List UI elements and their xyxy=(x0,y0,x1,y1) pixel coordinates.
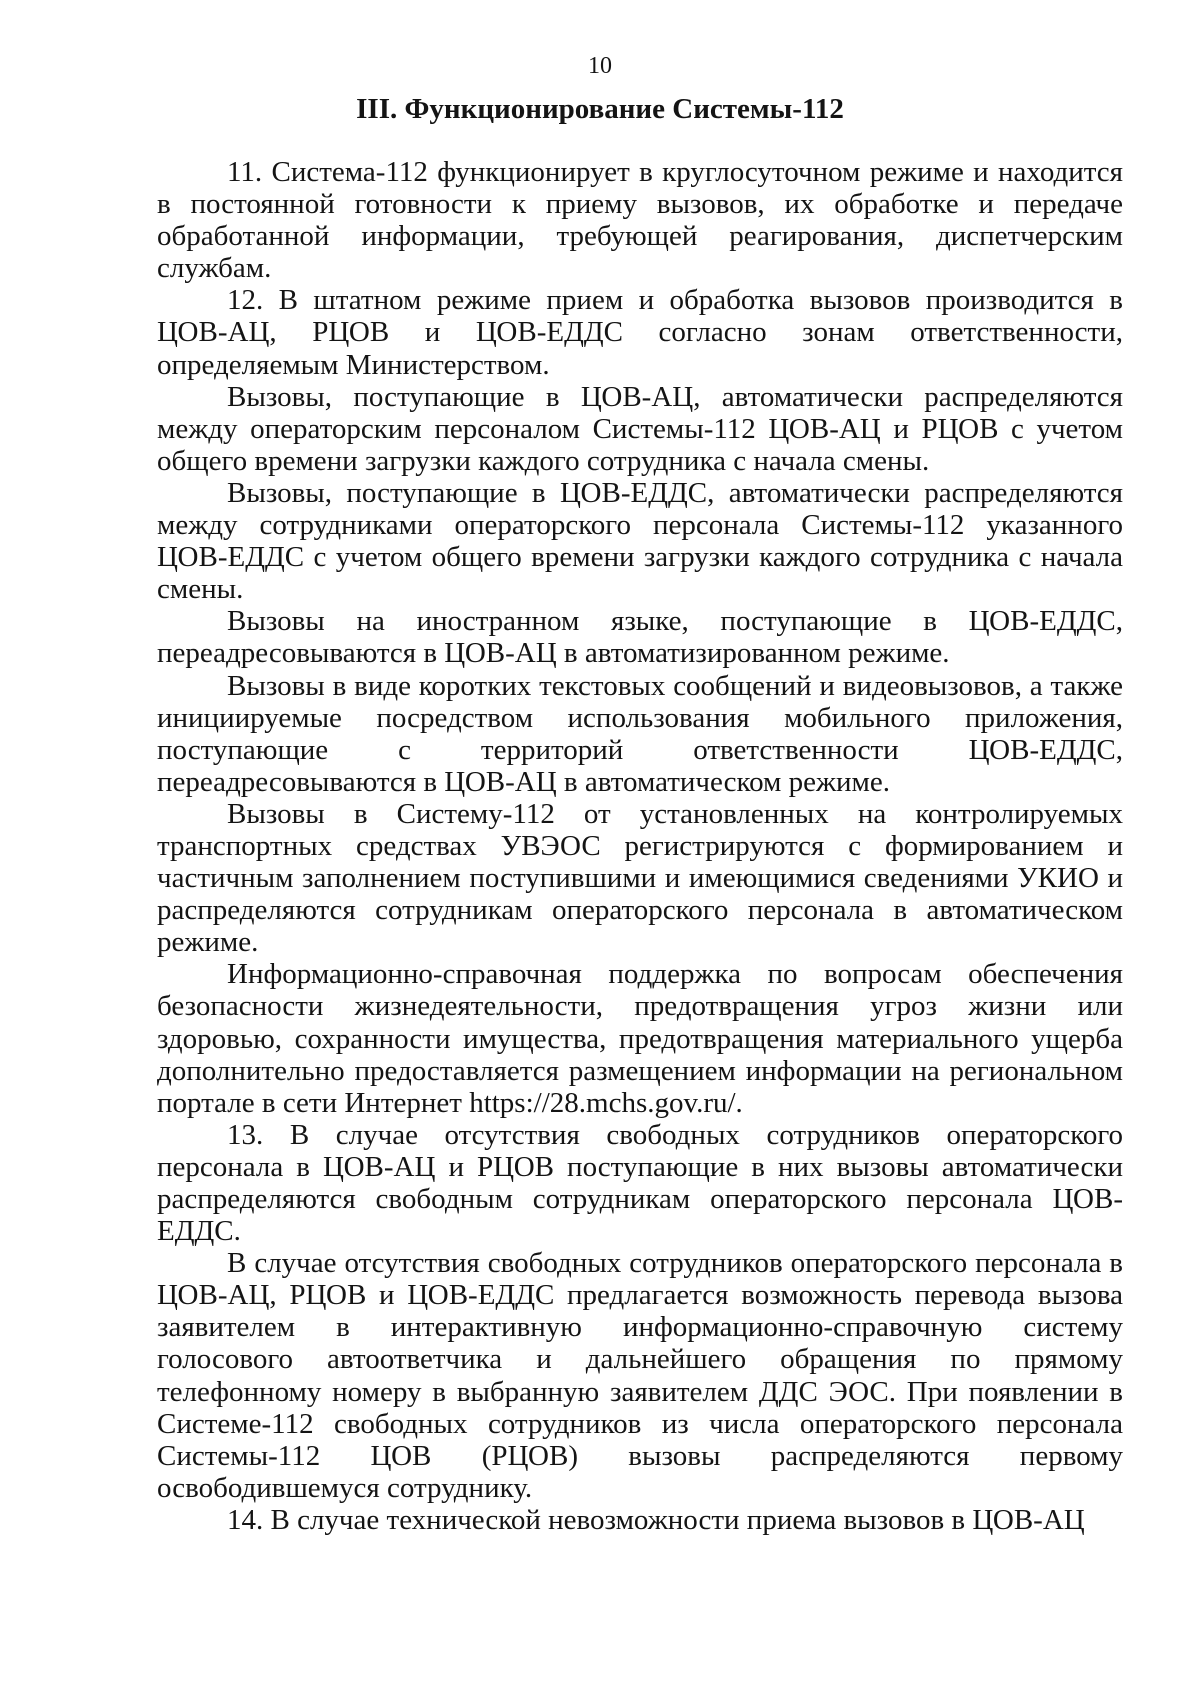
page-number: 10 xyxy=(588,53,612,79)
paragraph-14: 14. В случае технической невозможности приема вызовов в ЦОВ-АЦ xyxy=(227,1503,1085,1536)
paragraph-11: 11. Система-112 функционирует в круглосуточном режиме и находится в постоянной готовности к приему вызовов, их обработке и передаче обработанной информации, требующей реагирования, диспетчерским службам. xyxy=(157,156,1123,285)
paragraph-calls-cov-edds: Вызовы, поступающие в ЦОВ-ЕДДС, автоматически распределяются между сотрудниками операторского персонала Системы-112 указанного ЦОВ-ЕДДС с учетом общего времени загрузки каждого сотрудника с начала смены. xyxy=(157,476,1123,606)
paragraph-13: 13. В случае отсутствия свободных сотрудников операторского персонала в ЦОВ-АЦ и РЦОВ поступающие в них вызовы автоматически распределяются свободным сотрудникам операторского персонала ЦОВ-ЕДДС. xyxy=(157,1118,1123,1248)
section-heading: III. Функционирование Системы-112 xyxy=(356,93,844,125)
paragraph-12: 12. В штатном режиме прием и обработка вызовов производится в ЦОВ-АЦ, РЦОВ и ЦОВ-ЕДДС согласно зонам ответственности, определяемым Министерством. xyxy=(157,284,1123,381)
paragraph-foreign-language-calls: Вызовы на иностранном языке, поступающие в ЦОВ-ЕДДС, переадресовываются в ЦОВ-АЦ в автоматизированном режиме. xyxy=(157,605,1123,670)
paragraph-no-free-staff: В случае отсутствия свободных сотрудников операторского персонала в ЦОВ-АЦ, РЦОВ и ЦОВ-ЕДДС предлагается возможность перевода вызова заявителем в интерактивную информационно-справочную систему голосового автоответчика и дальнейшего обращения по прямому телефонному номеру в выбранную заявителем ДДС ЭОС. При появлении в Системе-112 свободных сотрудников из числа операторского персонала Системы-112 ЦОВ (РЦОВ) вызовы распределяются первому освободившемуся сотруднику. xyxy=(157,1247,1123,1504)
paragraph-sms-video-calls: Вызовы в виде коротких текстовых сообщений и видеовызовов, а также инициируемые посредством использования мобильного приложения, поступающие с территорий ответственности ЦОВ-ЕДДС, переадресовываются в ЦОВ-АЦ в автоматическом режиме. xyxy=(157,669,1123,798)
document-body xyxy=(157,156,1123,1536)
paragraph-info-support: Информационно-справочная поддержка по вопросам обеспечения безопасности жизнедеятельности, предотвращения угроз жизни или здоровью, сохранности имущества, предотвращения материального ущерба дополнительно предоставляется размещением информации на региональном портале в сети Интернет https://28.mchs.gov.ru/. xyxy=(157,958,1123,1119)
paragraph-uveos-calls: Вызовы в Систему-112 от установленных на контролируемых транспортных средствах УВЭОС регистрируются с формированием и частичным заполнением поступившими и имеющимися сведениями УКИО и распределяются сотрудникам операторского персонала в автоматическом режиме. xyxy=(157,797,1123,959)
paragraph-calls-cov-ac: Вызовы, поступающие в ЦОВ-АЦ, автоматически распределяются между операторским персоналом Системы-112 ЦОВ-АЦ и РЦОВ с учетом общего времени загрузки каждого сотрудника с начала смены. xyxy=(157,380,1123,477)
